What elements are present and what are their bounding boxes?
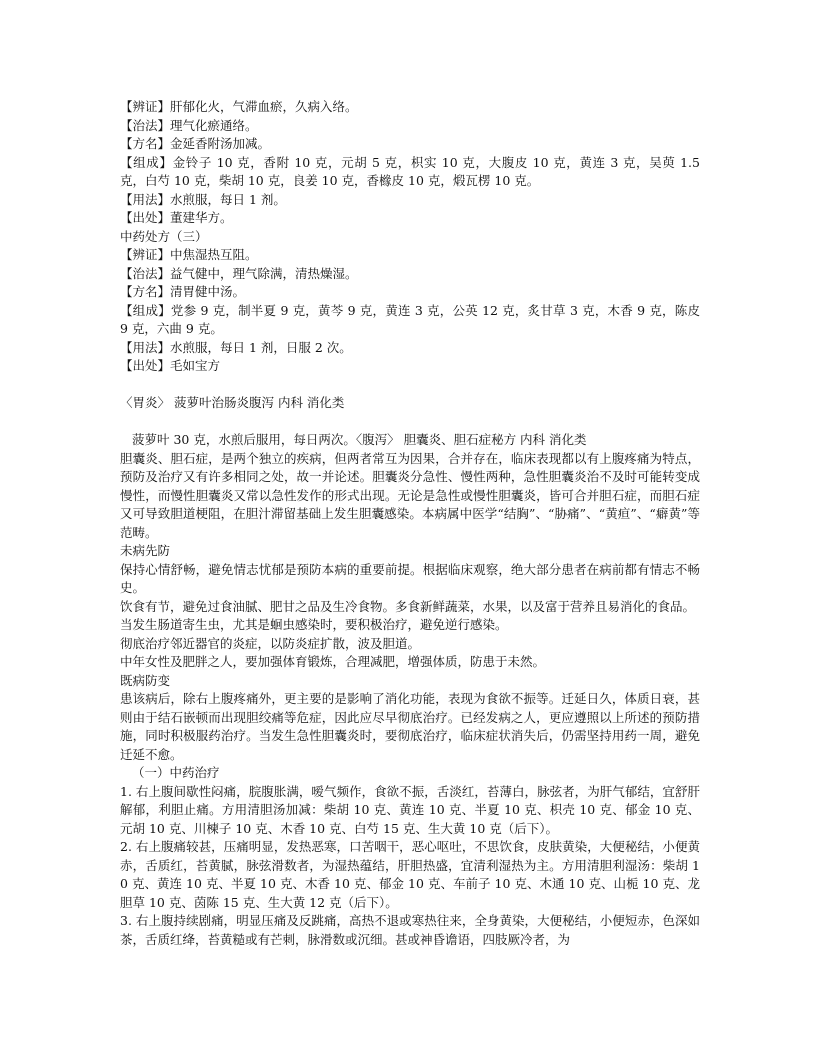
paragraph: 当发生肠道寄生虫，尤其是蛔虫感染时，要积极治疗，避免逆行感染。 (120, 617, 508, 632)
paragraph: 胆囊炎、胆石症，是两个独立的疾病，但两者常互为因果，合并存在，临床表现都以有上腹疼痛为特点，预防及治疗又有许多相同之处，故一并论述。胆囊炎分急性、慢性两种，急性胆囊炎治不及时可能转变成慢性，而慢性胆囊炎又常以急性发作的形式出现。无论是急性或慢性胆囊炎，皆可合并胆石症，而胆石症又可导致胆道梗阻，在胆汁滞留基础上发生胆囊感染。本病属中医学“结胸”、“胁痛”、“黄疸”、“癖黄”等范畴。 (120, 450, 700, 540)
section-heading: （一）中药治疗 (132, 765, 220, 780)
text-line: 【治法】理气化瘀通络。 (120, 117, 258, 133)
document-body (120, 98, 700, 949)
section-heading: 中药处方（三） (120, 228, 208, 244)
paragraph: 彻底治疗邻近器官的炎症，以防炎症扩散，波及胆道。 (120, 635, 421, 651)
section-heading: 既病防变 (120, 672, 171, 688)
text-line: 【用法】水煎服，每日 1 剂，日服 2 次。 (120, 339, 352, 355)
paragraph: 患该病后，除右上腹疼痛外，更主要的是影响了消化功能，表现为食欲不振等。迁延日久，体质日衰，甚则由于结石嵌顿而出现胆绞痛等危症，因此应尽早彻底治疗。已经发病之人，更应遵照以上所述的预防措施，同时积极服药治疗。当发生急性胆囊炎时，要彻底治疗，临床症状消失后，仍需坚持用药一周，避免迁延不愈。 (120, 691, 700, 762)
text-line: 【方名】清胃健中汤。 (120, 284, 246, 299)
text-line: 【治法】益气健中，理气除满，清热燥湿。 (120, 265, 358, 281)
text-line: 【组成】金铃子 10 克，香附 10 克，元胡 5 克，枳实 10 克，大腹皮 10 克，黄连 3 克，吴萸 1.5 克，白芍 10 克，柴胡 10 克，良姜 10 克，香橼皮 10 克，煅瓦楞 10 克。 (120, 154, 700, 188)
text-line: 【用法】水煎服，每日 1 剂。 (120, 191, 286, 207)
paragraph: 饮食有节，避免过食油腻、肥甘之品及生冷食物。多食新鲜蔬菜，水果，以及富于营养且易消化的食品。 (120, 598, 696, 614)
text-line: 【辨证】肝郁化火，气滞血瘀，久病入络。 (120, 99, 358, 114)
text-line: 【组成】党参 9 克，制半夏 9 克，黄芩 9 克，黄连 3 克，公英 12 克，炙甘草 3 克，木香 9 克，陈皮 9 克，六曲 9 克。 (120, 302, 700, 336)
text-line: 【方名】金延香附汤加减。 (120, 136, 271, 151)
section-heading: 未病先防 (120, 543, 171, 558)
text-line: 【出处】毛如宝方 (120, 358, 221, 373)
paragraph: 保持心情舒畅，避免情志忧郁是预防本病的重要前提。根据临床观察，绝大部分患者在病前都有情志不畅史。 (120, 561, 700, 595)
blank-line (120, 413, 700, 432)
text-line: 【辨证】中焦湿热互阻。 (120, 247, 258, 262)
text-line: 菠萝叶 30 克，水煎后服用，每日两次。〈腹泻〉 胆囊炎、胆石症秘方 内科 消化类 (132, 432, 587, 447)
article-title: 〈胃炎〉 菠萝叶治肠炎腹泻 内科 消化类 (120, 395, 345, 410)
blank-line (120, 376, 700, 395)
paragraph: 3. 右上腹持续剧痛，明显压痛及反跳痛，高热不退或寒热往来，全身黄染，大便秘结，小便短赤，色深如茶，舌质红绛，苔黄糙或有芒刺，脉滑数或沉细。甚或神昏谵语，四肢厥冷者，为 (120, 913, 700, 947)
text-line: 【出处】董建华方。 (120, 210, 233, 225)
paragraph: 2. 右上腹痛较甚，压痛明显，发热恶寒，口苦咽干，恶心呕吐，不思饮食，皮肤黄染，大便秘结，小便黄赤，舌质红，苔黄腻，脉弦滑数者，为湿热蕴结，肝胆热盛，宜清利湿热为主。方用清胆利湿汤：柴胡 10 克、黄连 10 克、半夏 10 克、木香 10 克、郁金 10 克、车前子 10 克、木通 10 克、山栀 10 克、龙胆草 10 克、茵陈 15 克、生大黄 12 克（后下）。 (120, 839, 700, 910)
paragraph: 1. 右上腹间歇性闷痛，脘腹胀满，嗳气频作，食欲不振，舌淡红，苔薄白，脉弦者，为肝气郁结，宜舒肝解郁，利胆止痛。方用清胆汤加减：柴胡 10 克、黄连 10 克、半夏 10 克、枳壳 10 克、郁金 10 克、元胡 10 克、川楝子 10 克、木香 10 克、白芍 15 克、生大黄 10 克（后下）。 (120, 783, 700, 836)
paragraph: 中年女性及肥胖之人，要加强体育锻炼，合理减肥，增强体质，防患于未然。 (120, 654, 546, 669)
